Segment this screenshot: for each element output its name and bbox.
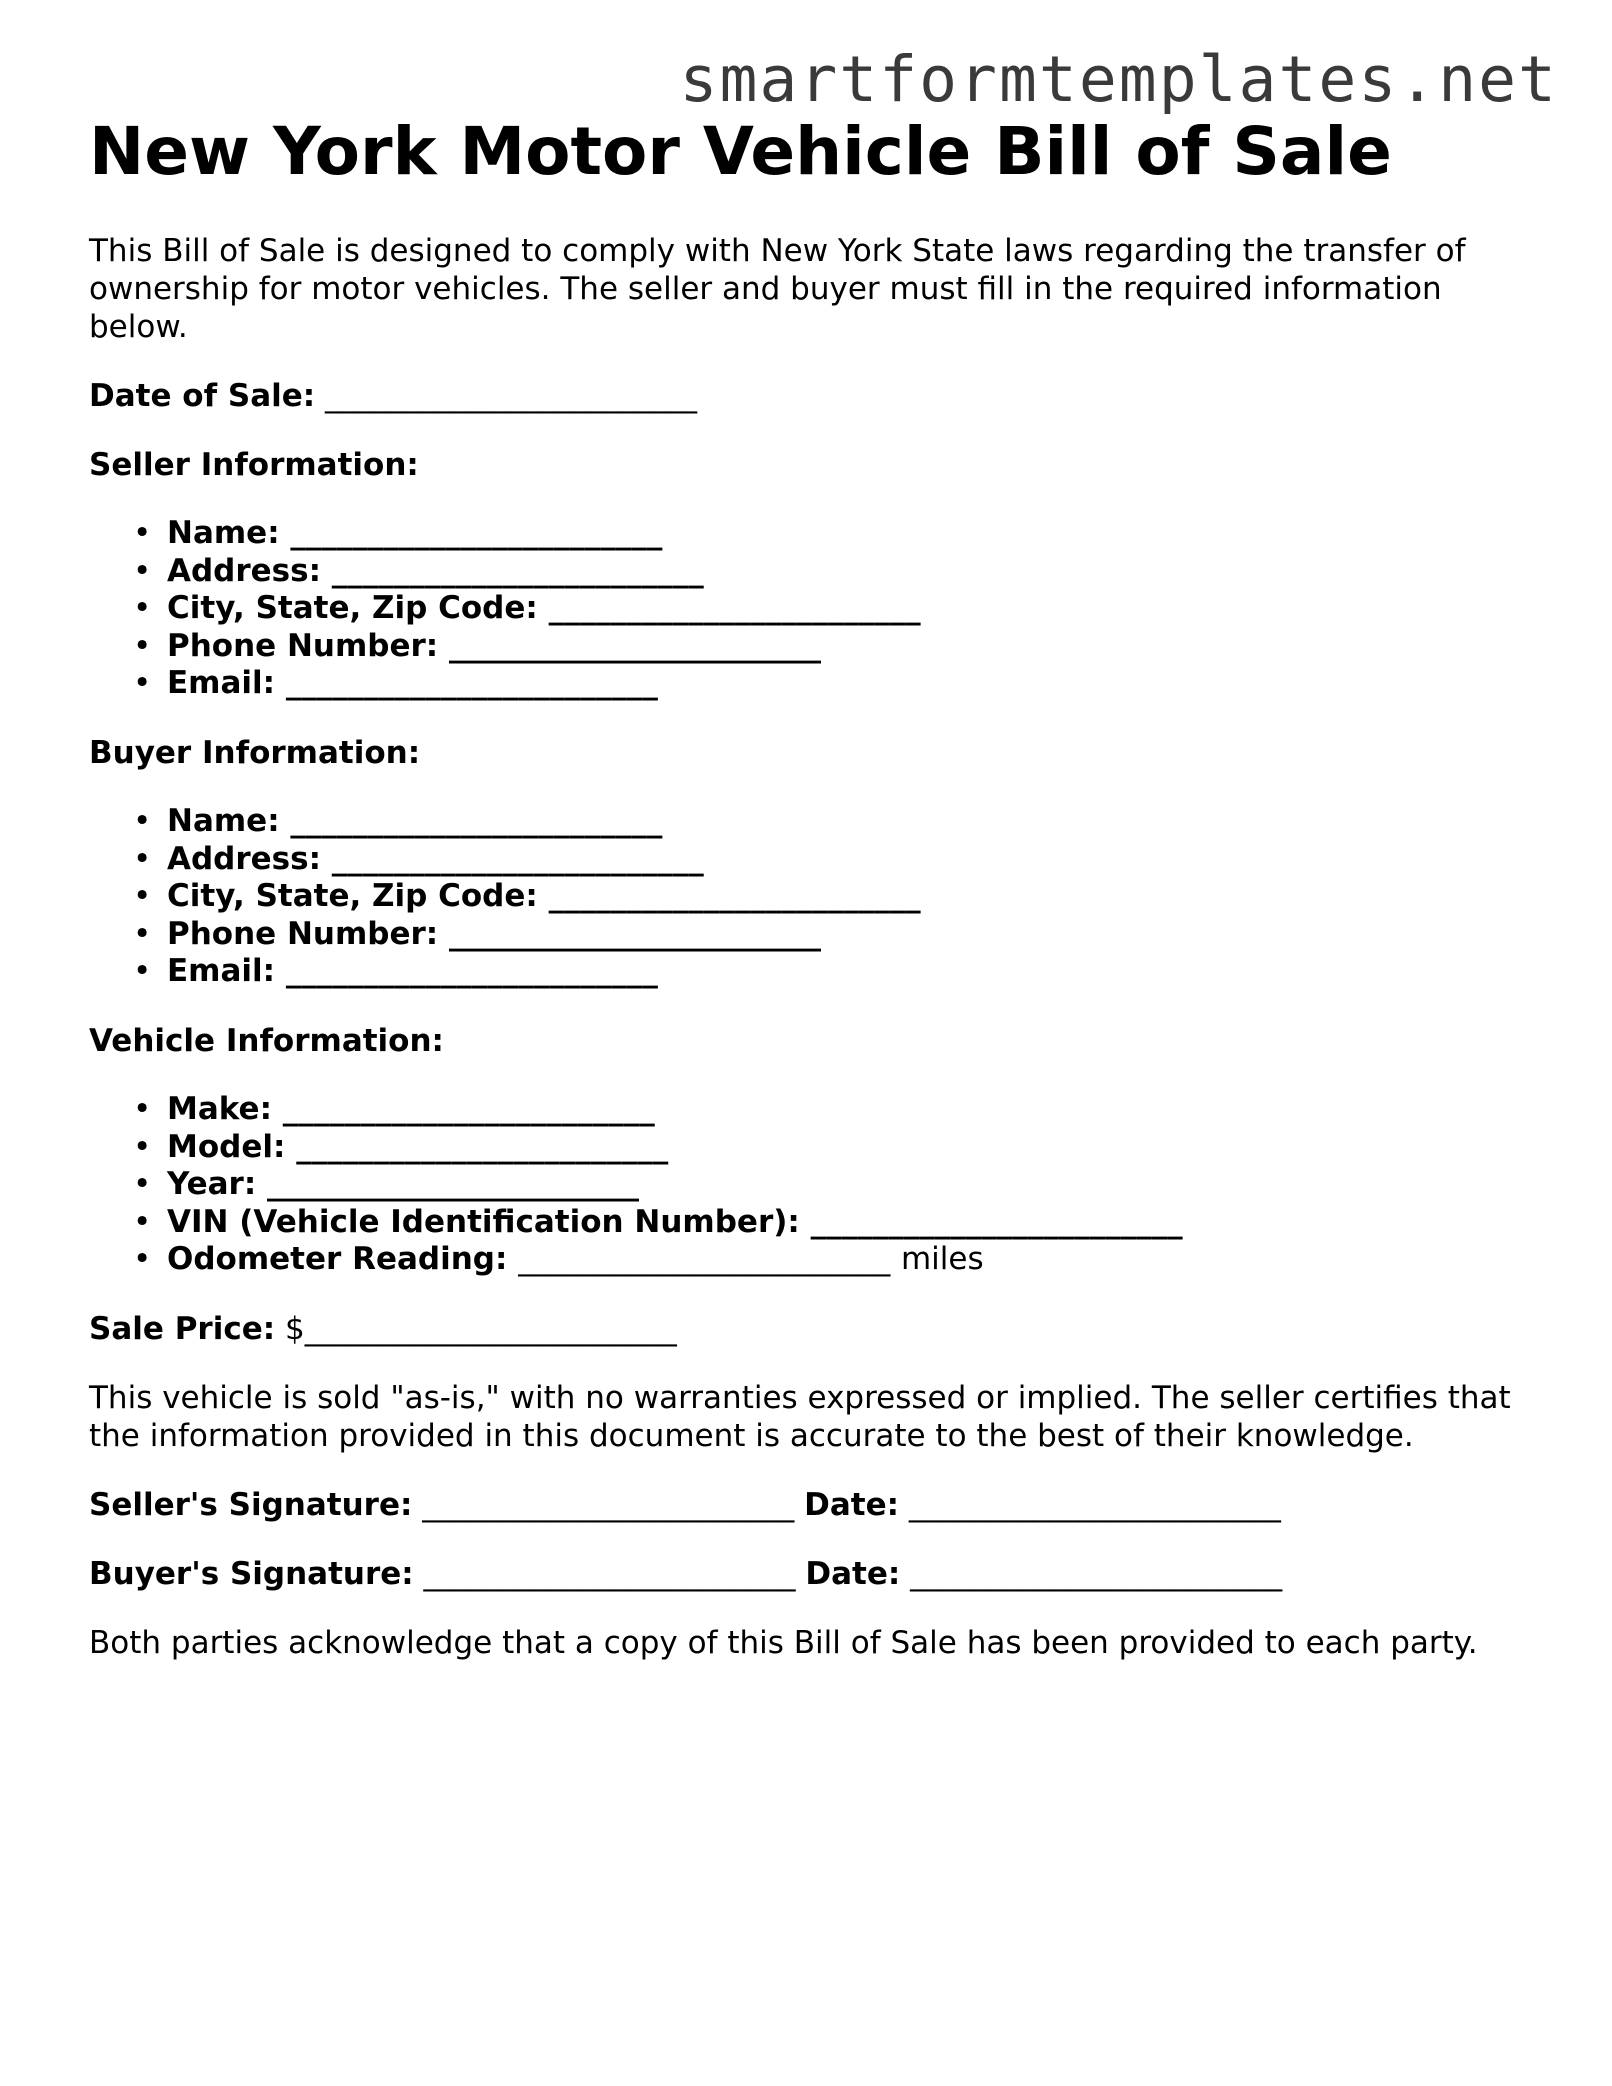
buyer-name-item — [133, 802, 1549, 841]
vehicle-make-item — [133, 1090, 1549, 1129]
sale-price-label: Sale Price: — [89, 1310, 276, 1347]
vehicle-model-label: Model: — [167, 1128, 286, 1165]
bullet-icon: • — [133, 1166, 152, 1203]
seller-signature-row — [89, 1486, 1549, 1524]
buyer-email-label: Email: — [167, 953, 276, 990]
buyer-information-heading: Buyer Information: — [89, 734, 421, 771]
date-of-sale-label: Date of Sale: — [89, 378, 316, 414]
bullet-icon: • — [133, 802, 152, 839]
vehicle-information-heading: Vehicle Information: — [89, 1022, 444, 1059]
buyer-signature-label: Buyer's Signature: — [89, 1555, 414, 1592]
seller-name-item — [133, 515, 1549, 553]
acknowledgement-paragraph: Both parties acknowledge that a copy of this Bill of Sale has been provided to each party. — [89, 1624, 1478, 1661]
seller-name-label: Name: — [167, 515, 280, 551]
seller-signature-blank[interactable]: ________________________ — [422, 1486, 795, 1523]
buyer-signature-date-label: Date: — [805, 1555, 901, 1592]
seller-address-item — [133, 552, 1549, 591]
buyer-signature-row — [89, 1555, 1549, 1593]
vehicle-vin-label: VIN (Vehicle Identification Number): — [167, 1203, 800, 1240]
vehicle-model-item — [133, 1128, 1549, 1167]
vehicle-make-blank[interactable]: ________________________ — [282, 1090, 655, 1127]
bullet-icon: • — [133, 1203, 152, 1240]
seller-city-blank[interactable]: ________________________ — [548, 590, 921, 627]
seller-email-blank[interactable]: ________________________ — [285, 665, 658, 702]
buyer-address-label: Address: — [167, 840, 321, 877]
odometer-unit: miles — [900, 1241, 984, 1278]
seller-signature-label: Seller's Signature: — [89, 1486, 413, 1523]
buyer-signature-blank[interactable]: ________________________ — [423, 1555, 796, 1592]
bullet-icon: • — [133, 878, 152, 915]
buyer-phone-blank[interactable]: ________________________ — [449, 915, 821, 952]
buyer-email-blank[interactable]: ________________________ — [285, 953, 658, 990]
seller-phone-item — [133, 627, 1549, 666]
vehicle-year-label: Year: — [167, 1166, 257, 1203]
seller-signature-date-label: Date: — [804, 1486, 900, 1523]
sale-price-blank[interactable]: ________________________ — [304, 1310, 677, 1347]
buyer-city-blank[interactable]: ________________________ — [548, 878, 921, 915]
vehicle-year-blank[interactable]: ________________________ — [267, 1166, 640, 1203]
seller-name-blank[interactable]: ________________________ — [290, 515, 663, 551]
bullet-icon: • — [133, 953, 152, 990]
seller-phone-label: Phone Number: — [167, 627, 439, 664]
date-of-sale-blank[interactable]: ________________________ — [325, 378, 698, 414]
vehicle-model-blank[interactable]: ________________________ — [296, 1128, 669, 1165]
seller-signature-date-blank[interactable]: ________________________ — [908, 1486, 1281, 1523]
seller-address-blank[interactable]: ________________________ — [331, 552, 704, 589]
buyer-city-item — [133, 878, 1549, 916]
vehicle-vin-blank[interactable]: ________________________ — [810, 1203, 1183, 1240]
vehicle-odometer-label: Odometer Reading: — [167, 1241, 508, 1278]
buyer-phone-label: Phone Number: — [167, 915, 439, 952]
as-is-statement: This vehicle is sold "as-is," with no warranties expressed or implied. The seller certifies that the information provided in this document is accurate to the best of their knowledge. — [89, 1379, 1511, 1454]
vehicle-field-list — [89, 1091, 1549, 1279]
watermark-text: smartformtemplates.net — [679, 43, 1558, 116]
document-page — [89, 112, 1549, 1693]
buyer-name-label: Name: — [167, 802, 280, 839]
buyer-signature-date-blank[interactable]: ________________________ — [910, 1555, 1283, 1592]
seller-city-item — [133, 590, 1549, 628]
buyer-address-item — [133, 840, 1549, 879]
bullet-icon: • — [133, 915, 152, 952]
buyer-city-label: City, State, Zip Code: — [167, 878, 538, 915]
bullet-icon: • — [133, 552, 152, 589]
bullet-icon: • — [133, 590, 152, 627]
intro-paragraph: This Bill of Sale is designed to comply with New York State laws regarding the transfer of ownership for motor vehicles. The seller and buyer must fill in the required information below. — [89, 233, 1466, 345]
vehicle-year-item — [133, 1166, 1549, 1204]
seller-city-label: City, State, Zip Code: — [167, 590, 538, 627]
bullet-icon: • — [133, 515, 152, 551]
bullet-icon: • — [133, 665, 152, 702]
document-title: New York Motor Vehicle Bill of Sale — [89, 113, 1392, 190]
buyer-address-blank[interactable]: ________________________ — [331, 840, 704, 877]
buyer-field-list — [89, 803, 1549, 991]
seller-field-list — [89, 515, 1549, 703]
sale-price-row — [89, 1310, 1549, 1348]
seller-address-label: Address: — [167, 552, 321, 589]
buyer-phone-item — [133, 915, 1549, 954]
bullet-icon: • — [133, 840, 152, 877]
bullet-icon: • — [133, 627, 152, 664]
vehicle-odometer-item — [133, 1241, 1549, 1279]
vehicle-odometer-blank[interactable]: ________________________ — [518, 1241, 891, 1278]
vehicle-make-label: Make: — [167, 1090, 272, 1127]
date-of-sale-row — [89, 377, 1549, 415]
seller-information-heading: Seller Information: — [89, 447, 419, 483]
bullet-icon: • — [133, 1241, 152, 1278]
bullet-icon: • — [133, 1090, 152, 1127]
seller-email-label: Email: — [167, 665, 276, 702]
vehicle-vin-item — [133, 1203, 1549, 1242]
buyer-name-blank[interactable]: ________________________ — [290, 802, 663, 839]
currency-symbol: $ — [284, 1310, 305, 1347]
bullet-icon: • — [133, 1128, 152, 1165]
seller-email-item — [133, 665, 1549, 703]
seller-phone-blank[interactable]: ________________________ — [449, 627, 821, 664]
buyer-email-item — [133, 953, 1549, 991]
